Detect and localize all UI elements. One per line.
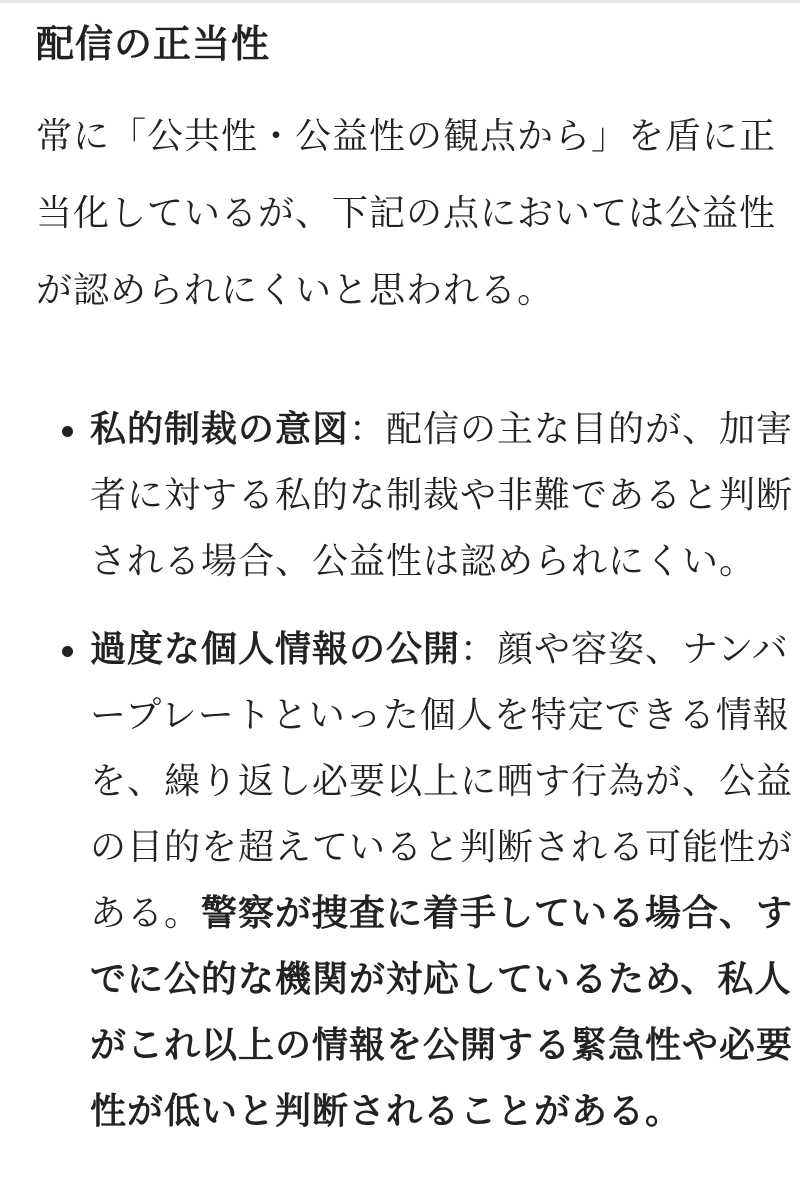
intro-paragraph bbox=[36, 98, 776, 329]
intro-line: が認められにくいと思われる。 bbox=[36, 270, 555, 311]
bullet-emphasis-line: 性が低いと判断されることがある。 bbox=[90, 1091, 683, 1132]
top-divider bbox=[0, 0, 800, 3]
bullet-title: 過度な個人情報の公開 bbox=[90, 629, 461, 670]
intro-line: 常に「公共性・公益性の観点から」を盾に正 bbox=[36, 116, 777, 157]
bullet-text: 配信の主な目的が、加害 bbox=[386, 409, 794, 450]
bullet-separator: ： bbox=[460, 629, 498, 670]
bullet-separator: ： bbox=[349, 409, 387, 450]
section-heading: 配信の正当性 bbox=[36, 22, 271, 66]
bullet-text: ある。 bbox=[90, 893, 202, 934]
bullet-title: 私的制裁の意図 bbox=[90, 409, 350, 450]
intro-line: 当化しているが、下記の点においては公益性 bbox=[36, 193, 777, 234]
article-section bbox=[36, 12, 794, 1145]
bullet-line: 者に対する私的な制裁や非難であると判断 bbox=[90, 475, 794, 516]
bullet-list bbox=[36, 397, 794, 1145]
bullet-line: を、繰り返し必要以上に晒す行為が、公益 bbox=[90, 761, 794, 802]
bullet-line bbox=[90, 881, 794, 947]
bullet-emphasis-line: でに公的な機関が対応しているため、私人 bbox=[90, 959, 792, 1000]
bullet-item-personal-info bbox=[36, 617, 794, 1145]
bullet-emphasis: 警察が捜査に着手している場合、す bbox=[201, 893, 794, 934]
bullet-line bbox=[90, 617, 789, 683]
bullet-line: ープレートといった個人を特定できる情報 bbox=[90, 695, 790, 736]
bullet-emphasis-line: がこれ以上の情報を公開する緊急性や必要 bbox=[90, 1025, 794, 1066]
bullet-dot-icon bbox=[62, 646, 73, 657]
bullet-dot-icon bbox=[62, 426, 73, 437]
bullet-line bbox=[90, 397, 794, 463]
bullet-line: の目的を超えていると判断される可能性が bbox=[90, 827, 794, 868]
bullet-text: 顔や容姿、ナンバ bbox=[497, 629, 789, 670]
bullet-item-private-sanction bbox=[36, 397, 794, 595]
bullet-line: される場合、公益性は認められにくい。 bbox=[90, 541, 757, 582]
